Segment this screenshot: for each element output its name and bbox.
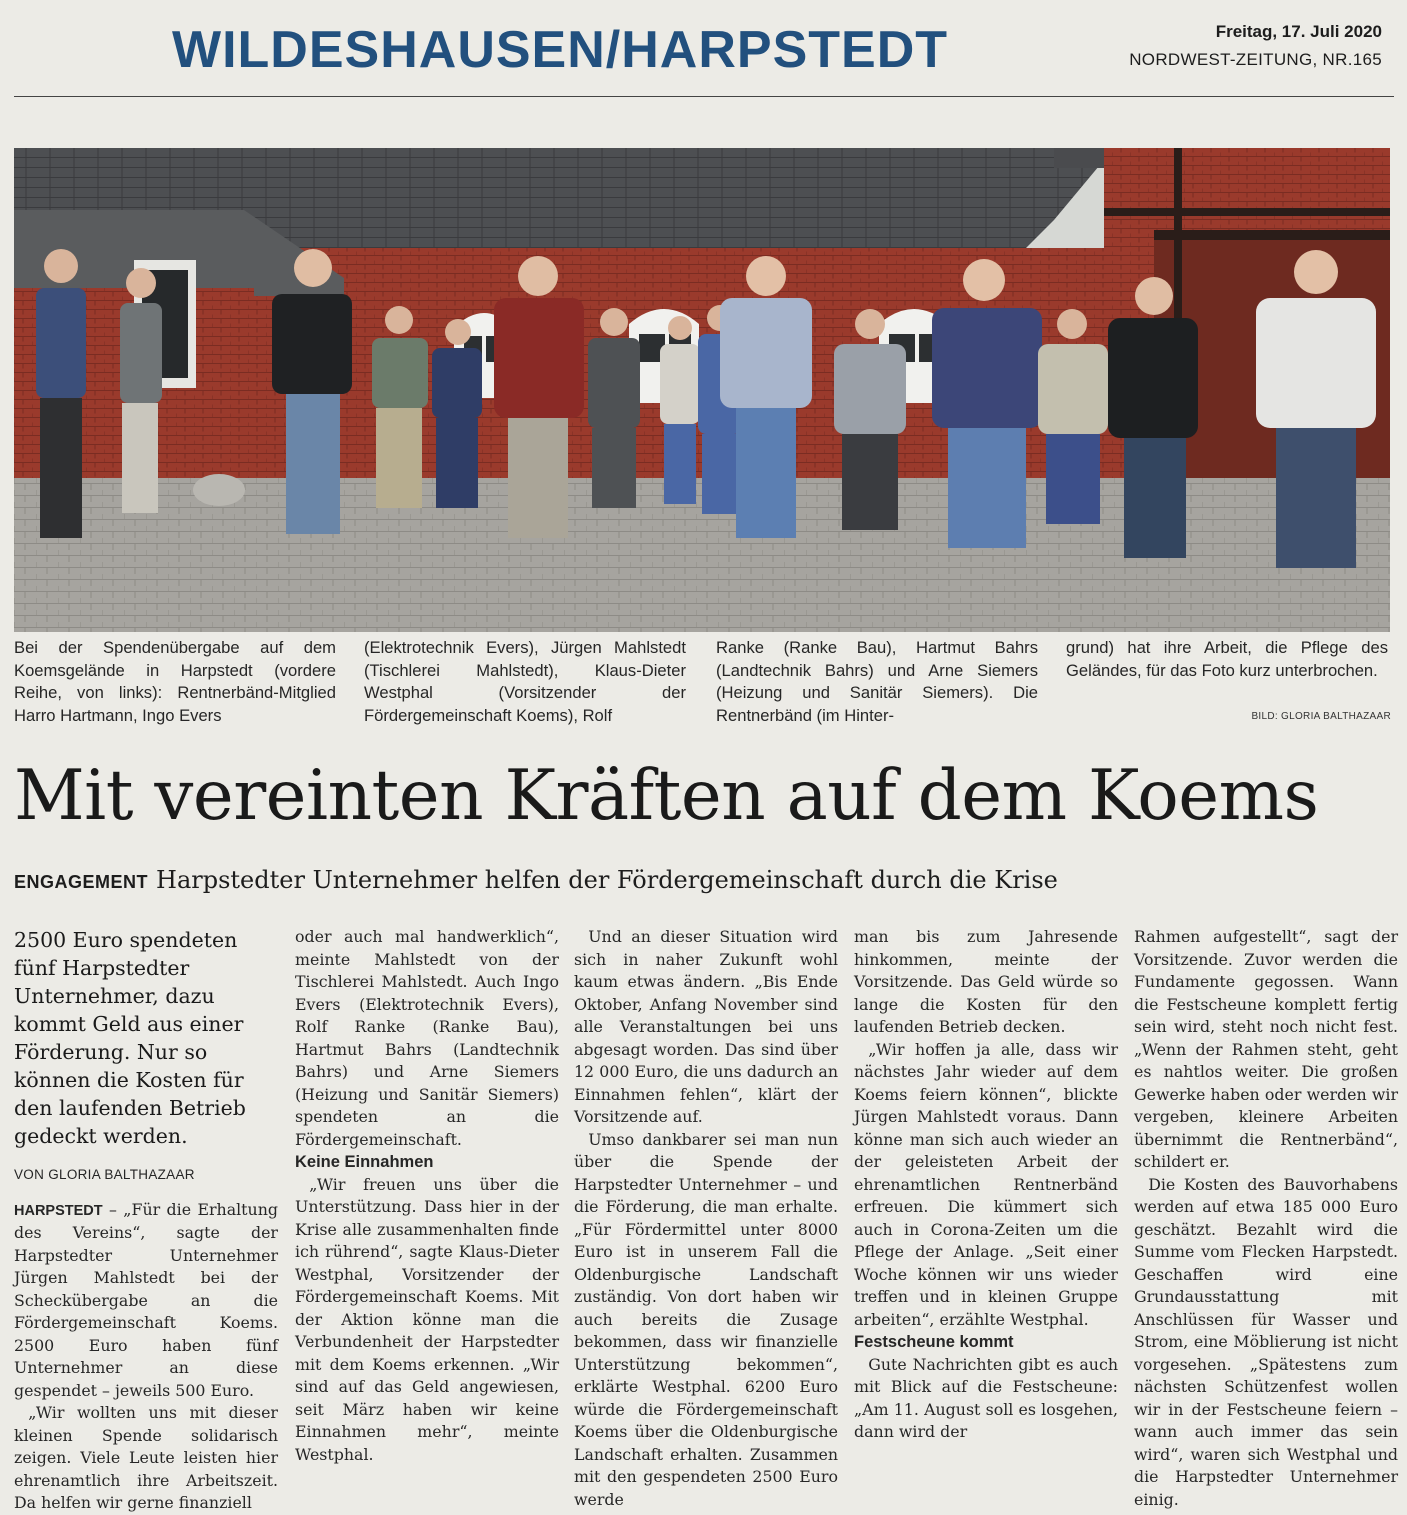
paragraph: Umso dankbarer sei man nun über die Spende der Harpstedter Unternehmer – und die Förderung, die man erhalte. „Für Fördermittel unter 8000 Euro ist in unserem Fall die Oldenburgische Landschaft zuständig. Von dort haben wir auch bereits die Zusage bekommen, dass wir finanzielle Unterstützung bekommen“, erklärte Westphal. 6200 Euro würde die Fördergemeinschaft Koems über die Oldenburgische Landschaft erhalten. Zusammen mit den gespendeten 2500 Euro werde xyxy=(574,1129,838,1509)
photo-caption-3: Ranke (Ranke Bau), Hartmut Bahrs (Landtechnik Bahrs) und Arne Siemers (Heizung und Sanitär Siemers). Die Rentnerbänd (im Hinter- xyxy=(716,638,1038,725)
paragraph xyxy=(14,1199,278,1403)
paragraph: „Wir wollten uns mit dieser kleinen Spende solidarisch zeigen. Viele Leute leisten hier ehrenamtlich ihre Arbeitszeit. Da helfen wir gerne finanziell xyxy=(14,1403,278,1512)
paragraph: Und an dieser Situation wird sich in naher Zukunft wohl kaum etwas ändern. „Bis Ende Oktober, Anfang November sind alle Veranstaltungen bei uns abgesagt worden. Das sind über 12 000 Euro, die uns dadurch an Einnahmen fehlen“, klärt der Vorsitzende auf. xyxy=(574,927,838,1126)
group-photo xyxy=(14,148,1390,632)
column-1 xyxy=(14,926,278,1515)
photo-caption-4: grund) hat ihre Arbeit, die Pflege des Geländes, für das Foto kurz unterbrochen. xyxy=(1066,638,1388,680)
paragraph-text: – „Für die Erhaltung des Vereins“, sagte der Harpstedter Unternehmer Jürgen Mahlstedt bei der Scheckübergabe an die Fördergemeinschaft Koems. 2500 Euro haben fünf Unternehmer an diese gespendet – jeweils 500 Euro. xyxy=(14,1199,278,1400)
photo-caption-2: (Elektrotechnik Evers), Jürgen Mahlstedt (Tischlerei Mahlstedt), Klaus-Dieter Westphal (Vorsitzender der Fördergemeinschaft Koems), Rolf xyxy=(364,638,686,725)
paragraph: Die Kosten des Bauvorhabens werden auf etwa 185 000 Euro geschätzt. Bezahlt wird die Summe vom Flecken Harpstedt. Geschaffen wird eine Grundausstattung mit Anschlüssen für Wasser und Strom, eine Möblierung ist nicht vorgesehen. „Spätestens zum nächsten Schützenfest wollen wir in der Festscheune feiern – wann auch immer das sein wird“, waren sich Westphal und die Harpstedter Unternehmer einig. xyxy=(1134,1174,1398,1509)
column-3 xyxy=(574,926,838,1511)
column-2 xyxy=(295,926,559,1466)
kicker: ENGAGEMENT xyxy=(14,872,149,892)
photo-caption-1: Bei der Spendenübergabe auf dem Koemsgelände in Harpstedt (vordere Reihe, von links): Rentnerbänd-Mitglied Harro Hartmann, Ingo Evers xyxy=(14,638,336,725)
paragraph: „Wir hoffen ja alle, dass wir nächstes Jahr wieder auf dem Koems feiern können“, blickte Jürgen Mahlstedt voraus. Dann könne man sich auch wieder an der geleisteten Arbeit der ehrenamtlichen Rentnerbänd erfreuen. Die kümmert sich auch in Corona-Zeiten um die Pflege der Anlage. „Seit einer Woche können wir uns wieder treffen und in kleinen Gruppe arbeiten“, erzählte Westphal. xyxy=(854,1039,1118,1329)
subheadline: Harpstedter Unternehmer helfen der Fördergemeinschaft durch die Krise xyxy=(156,866,1058,894)
lead-paragraph: 2500 Euro spendeten fünf Harpstedter Unternehmer, dazu kommt Geld aus einer Förderung. Nur so können die Kosten für den laufenden Betrieb gedeckt werden. xyxy=(14,928,246,1148)
photo-credit: BILD: GLORIA BALTHAZAAR xyxy=(1251,711,1391,722)
dateline: HARPSTEDT xyxy=(14,1202,103,1219)
masthead xyxy=(14,10,1394,97)
column-4 xyxy=(854,926,1118,1444)
paragraph: „Wir freuen uns über die Unterstützung. Dass hier in der Krise alle zusammenhalten finde ich rührend“, sagte Klaus-Dieter Westphal, Vorsitzender der Fördergemeinschaft Koems. Mit der Aktion könne man die Verbundenheit der Harpstedter mit dem Koems erkennen. „Wir sind auf das Geld angewiesen, seit März haben wir keine Einnahmen mehr“, meinte Westphal. xyxy=(295,1174,559,1464)
byline: VON GLORIA BALTHAZAAR xyxy=(14,1167,195,1182)
paragraph: man bis zum Jahresende hinkommen, meinte der Vorsitzende. Das Geld würde so lange die Kosten für den laufenden Betrieb decken. xyxy=(854,927,1118,1036)
headline: Mit vereinten Kräften auf dem Koems xyxy=(14,756,1319,836)
newspaper-issue: NORDWEST-ZEITUNG, NR.165 xyxy=(1129,50,1382,69)
subheading: Keine Einnahmen xyxy=(295,1153,434,1171)
subheadline-row xyxy=(14,866,1058,894)
issue-date: Freitag, 17. Juli 2020 xyxy=(1215,22,1382,41)
paragraph: Gute Nachrichten gibt es auch mit Blick auf die Festscheune: „Am 11. August soll es losgehen, dann wird der xyxy=(854,1354,1118,1441)
paragraph: Rahmen aufgestellt“, sagt der Vorsitzende. Zuvor werden die Fundamente gegossen. Wann die Festscheune komplett fertig sein wird, steht noch nicht fest. „Wenn der Rahmen steht, geht es nahtlos weiter. Die großen Gewerke haben oder werden wir vergeben, kleinere Arbeiten übernimmt die Rentnerbänd“, schildert er. xyxy=(1134,927,1398,1171)
paragraph: oder auch mal handwerklich“, meinte Mahlstedt von der Tischlerei Mahlstedt. Auch Ingo Evers (Elektrotechnik Evers), Rolf Ranke (Ranke Bau), Hartmut Bahrs (Landtechnik Bahrs) und Arne Siemers (Heizung und Sanitär Siemers) spendeten an die Fördergemeinschaft. xyxy=(295,927,559,1149)
subheading: Festscheune kommt xyxy=(854,1333,1014,1351)
section-title: WILDESHAUSEN/HARPSTEDT xyxy=(172,21,949,79)
column-5 xyxy=(1134,926,1398,1511)
